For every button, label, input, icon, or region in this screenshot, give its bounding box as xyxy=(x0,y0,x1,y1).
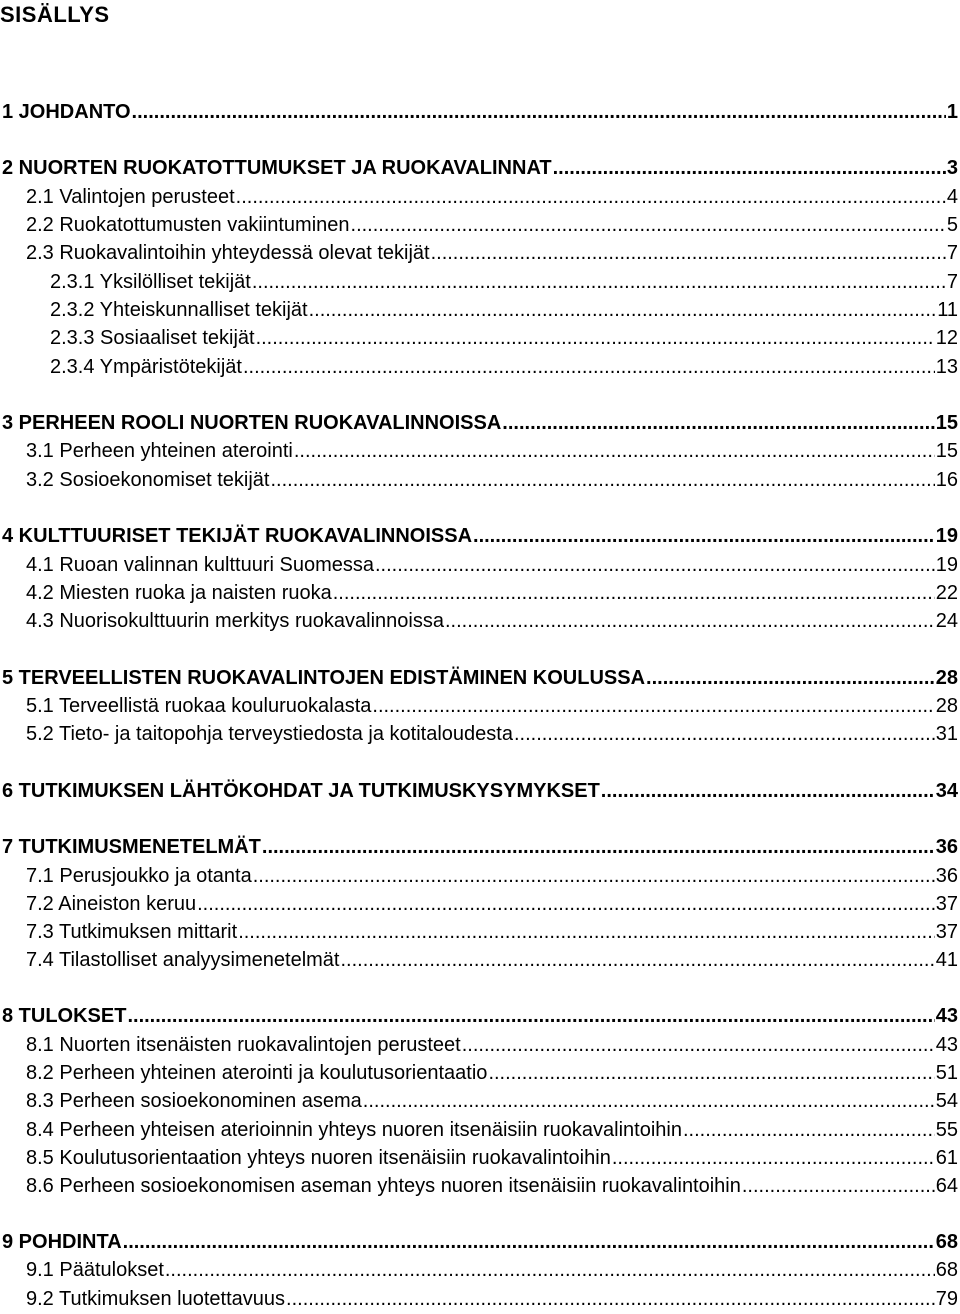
toc-page-number: 19 xyxy=(935,554,958,576)
toc-entry-label: 2.2 Ruokatottumusten vakiintuminen xyxy=(26,214,350,236)
toc-dot-leader xyxy=(340,946,934,975)
toc-entry-label: 2.3.3 Sosiaaliset tekijät xyxy=(50,327,255,349)
toc-page-number: 16 xyxy=(935,469,958,491)
toc-page-number: 61 xyxy=(935,1147,958,1169)
toc-page-number: 19 xyxy=(935,525,958,547)
toc-page-number: 64 xyxy=(935,1175,958,1197)
toc-chapter-row xyxy=(2,154,958,183)
toc-section-row xyxy=(26,579,958,608)
toc-dot-leader xyxy=(243,353,935,382)
toc-section-row xyxy=(26,946,958,975)
toc-dot-leader xyxy=(262,833,935,862)
toc-subsection-row xyxy=(50,296,958,325)
toc-entry-label: 4.1 Ruoan valinnan kulttuuri Suomessa xyxy=(26,554,374,576)
toc-chapter-row xyxy=(2,98,958,127)
toc-page-number: 36 xyxy=(935,865,958,887)
toc-entry-label: 4.2 Miesten ruoka ja naisten ruoka xyxy=(26,582,332,604)
toc-page-number: 34 xyxy=(935,780,958,802)
toc-page-number: 22 xyxy=(935,582,958,604)
toc-entry-label: 2 NUORTEN RUOKATOTTUMUKSET JA RUOKAVALINNAT xyxy=(2,157,552,179)
toc-dot-leader xyxy=(553,154,946,183)
toc-entry-label: 8.2 Perheen yhteinen aterointi ja koulutusorientaatio xyxy=(26,1062,488,1084)
toc-entry-label: 2.3.1 Yksilölliset tekijät xyxy=(50,271,251,293)
toc-section-row xyxy=(26,239,958,268)
toc-dot-leader xyxy=(253,862,935,891)
toc-page-number: 37 xyxy=(935,893,958,915)
toc-entry-label: 9.1 Päätulokset xyxy=(26,1259,164,1281)
toc-dot-leader xyxy=(462,1031,935,1060)
page-title: SISÄLLYS xyxy=(0,2,110,27)
toc-section-row xyxy=(26,1031,958,1060)
toc-entry-label: 7 TUTKIMUSMENETELMÄT xyxy=(2,836,261,858)
toc-entry-label: 5.2 Tieto- ja taitopohja terveystiedosta ja kotitaloudesta xyxy=(26,723,513,745)
toc-page-number: 31 xyxy=(935,723,958,745)
toc-entry-label: 8.3 Perheen sosioekonominen asema xyxy=(26,1090,362,1112)
toc-page-number: 5 xyxy=(946,214,958,236)
toc-page-number: 28 xyxy=(935,667,958,689)
toc-dot-leader xyxy=(252,268,946,297)
toc-dot-leader xyxy=(488,1059,934,1088)
toc-entry-label: 4 KULTTUURISET TEKIJÄT RUOKAVALINNOISSA xyxy=(2,525,473,547)
toc-entry-label: 7.2 Aineiston keruu xyxy=(26,893,197,915)
toc-dot-leader xyxy=(646,664,935,693)
toc-dot-leader xyxy=(270,466,934,495)
toc-page-number: 15 xyxy=(935,412,958,434)
toc-entry-label: 2.3.4 Ympäristötekijät xyxy=(50,356,242,378)
toc-page-number: 7 xyxy=(946,242,958,264)
toc-entry-label: 3.2 Sosioekonomiset tekijät xyxy=(26,469,270,491)
toc-entry-label: 5 TERVEELLISTEN RUOKAVALINTOJEN EDISTÄMINEN KOULUSSA xyxy=(2,667,646,689)
toc-entry-label: 7.3 Tutkimuksen mittarit xyxy=(26,921,238,943)
toc-section-row xyxy=(26,607,958,636)
toc-page-number: 43 xyxy=(935,1005,958,1027)
toc-chapter-row xyxy=(2,1002,958,1031)
toc-entry-label: 5.1 Terveellistä ruokaa kouluruokalasta xyxy=(26,695,372,717)
toc-page-number: 79 xyxy=(935,1288,958,1310)
toc-dot-leader xyxy=(372,692,934,721)
toc-dot-leader xyxy=(127,1002,934,1031)
toc-section-row xyxy=(26,1144,958,1173)
toc-dot-leader xyxy=(612,1144,935,1173)
toc-dot-leader xyxy=(363,1087,935,1116)
toc-page-number: 12 xyxy=(935,327,958,349)
toc-dot-leader xyxy=(601,777,935,806)
toc-page-number: 51 xyxy=(935,1062,958,1084)
toc-dot-leader xyxy=(445,607,935,636)
toc-section-row xyxy=(26,692,958,721)
toc-page-number: 7 xyxy=(946,271,958,293)
toc-entry-label: 6 TUTKIMUKSEN LÄHTÖKOHDAT JA TUTKIMUSKYSYMYKSET xyxy=(2,780,600,802)
toc-section-row xyxy=(26,1116,958,1145)
toc-page-number: 4 xyxy=(946,186,958,208)
toc-dot-leader xyxy=(309,296,937,325)
toc-dot-leader xyxy=(294,437,935,466)
toc-subsection-row xyxy=(50,268,958,297)
toc-entry-label: 2.1 Valintojen perusteet xyxy=(26,186,235,208)
toc-page-number: 36 xyxy=(935,836,958,858)
toc-section-row xyxy=(26,1172,958,1201)
toc-page-number: 1 xyxy=(946,101,958,123)
toc-dot-leader xyxy=(256,324,935,353)
toc-section-row xyxy=(26,1256,958,1285)
toc-section-row xyxy=(26,890,958,919)
toc-page-number: 13 xyxy=(935,356,958,378)
toc-dot-leader xyxy=(514,720,935,749)
toc-section-row xyxy=(26,466,958,495)
toc-dot-leader xyxy=(123,1228,935,1257)
toc-page-number: 54 xyxy=(935,1090,958,1112)
toc-dot-leader xyxy=(742,1172,935,1201)
toc-entry-label: 7.4 Tilastolliset analyysimenetelmät xyxy=(26,949,340,971)
toc-section-row xyxy=(26,551,958,580)
toc-dot-leader xyxy=(286,1285,935,1314)
toc-page-number: 3 xyxy=(946,157,958,179)
toc-entry-label: 3.1 Perheen yhteinen aterointi xyxy=(26,440,293,462)
toc-dot-leader xyxy=(683,1116,935,1145)
toc-section-row xyxy=(26,211,958,240)
toc-entry-label: 8.4 Perheen yhteisen aterioinnin yhteys nuoren itsenäisiin ruokavalintoihin xyxy=(26,1119,682,1141)
toc-entry-label: 2.3.2 Yhteiskunnalliset tekijät xyxy=(50,299,308,321)
toc-chapter-row xyxy=(2,777,958,806)
toc-chapter-row xyxy=(2,833,958,862)
toc-entry-label: 8.6 Perheen sosioekonomisen aseman yhteys nuoren itsenäisiin ruokavalintoihin xyxy=(26,1175,741,1197)
toc-section-row xyxy=(26,183,958,212)
toc-entry-label: 2.3 Ruokavalintoihin yhteydessä olevat tekijät xyxy=(26,242,430,264)
toc-chapter-row xyxy=(2,522,958,551)
toc-dot-leader xyxy=(351,211,946,240)
toc-chapter-row xyxy=(2,664,958,693)
toc-subsection-row xyxy=(50,324,958,353)
toc-section-row xyxy=(26,437,958,466)
toc-entry-label: 4.3 Nuorisokulttuurin merkitys ruokavalinnoissa xyxy=(26,610,444,632)
toc-section-row xyxy=(26,1087,958,1116)
toc-page-number: 55 xyxy=(935,1119,958,1141)
toc-page-number: 37 xyxy=(935,921,958,943)
toc-dot-leader xyxy=(238,918,935,947)
toc-dot-leader xyxy=(165,1256,935,1285)
toc-entry-label: 3 PERHEEN ROOLI NUORTEN RUOKAVALINNOISSA xyxy=(2,412,502,434)
toc-dot-leader xyxy=(236,183,946,212)
toc-entry-label: 8 TULOKSET xyxy=(2,1005,127,1027)
toc-dot-leader xyxy=(473,522,935,551)
toc-page-number: 41 xyxy=(935,949,958,971)
toc-dot-leader xyxy=(502,409,934,438)
toc-section-row xyxy=(26,1059,958,1088)
toc-entry-label: 1 JOHDANTO xyxy=(2,101,131,123)
toc-page-number: 68 xyxy=(935,1259,958,1281)
toc-entry-label: 9 POHDINTA xyxy=(2,1231,122,1253)
toc-page-number: 15 xyxy=(935,440,958,462)
toc-section-row xyxy=(26,862,958,891)
toc-chapter-row xyxy=(2,1228,958,1257)
toc-subsection-row xyxy=(50,353,958,382)
toc-dot-leader xyxy=(431,239,946,268)
toc-entry-label: 9.2 Tutkimuksen luotettavuus xyxy=(26,1288,286,1310)
toc-dot-leader xyxy=(132,98,946,127)
toc-page-number: 28 xyxy=(935,695,958,717)
toc-dot-leader xyxy=(197,890,935,919)
toc-page-number: 68 xyxy=(935,1231,958,1253)
toc-page-number: 43 xyxy=(935,1034,958,1056)
toc-dot-leader xyxy=(333,579,935,608)
toc-page-number: 24 xyxy=(935,610,958,632)
toc-section-row xyxy=(26,918,958,947)
toc-entry-label: 8.5 Koulutusorientaation yhteys nuoren itsenäisiin ruokavalintoihin xyxy=(26,1147,611,1169)
toc-page-number: 11 xyxy=(937,299,958,321)
toc-entry-label: 8.1 Nuorten itsenäisten ruokavalintojen perusteet xyxy=(26,1034,461,1056)
toc-entry-label: 7.1 Perusjoukko ja otanta xyxy=(26,865,252,887)
toc-chapter-row xyxy=(2,409,958,438)
toc-dot-leader xyxy=(375,551,935,580)
toc-section-row xyxy=(26,1285,958,1314)
toc-section-row xyxy=(26,720,958,749)
